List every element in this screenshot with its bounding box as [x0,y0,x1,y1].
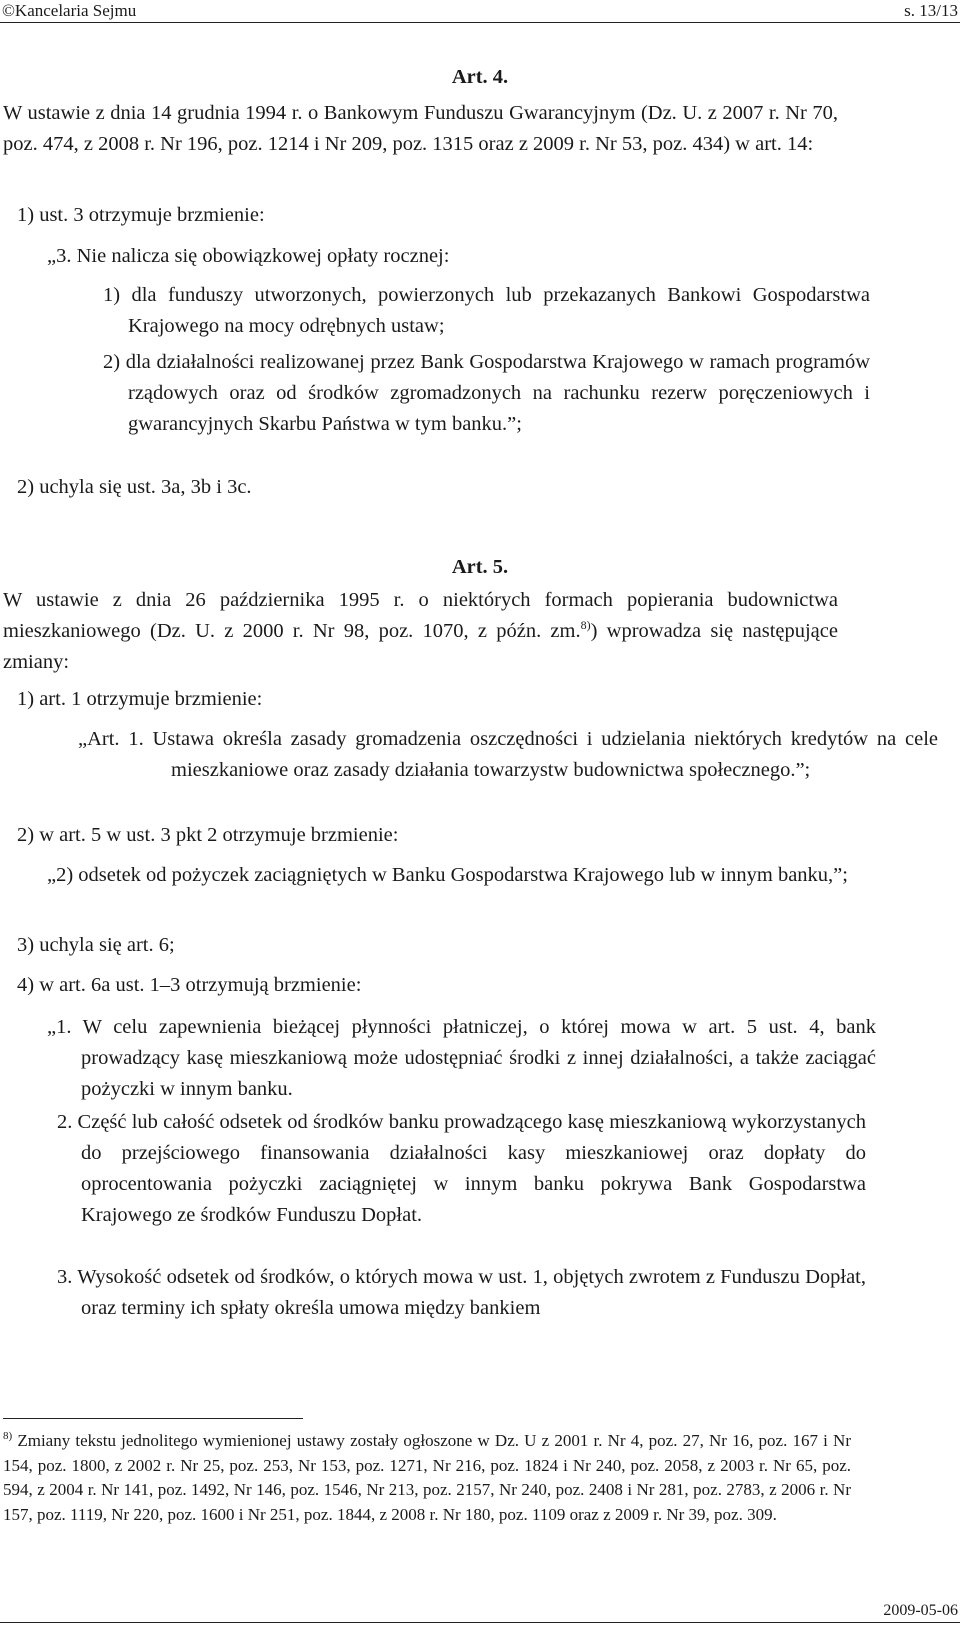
article-5-quote-pkt-2: „2) odsetek od pożyczek zaciągniętych w Banku Gospodarstwa Krajowego lub w innym banku,”; [47,864,848,886]
article-4-item-2: 2) uchyla się ust. 3a, 3b i 3c. [17,476,252,498]
footnote-separator [3,1418,303,1419]
article-4-quote-lead: „3. Nie nalicza się obowiązkowej opłaty rocznej: [47,245,450,267]
article-4-quote-point-2: 2) dla działalności realizowanej przez Bank Gospodarstwa Krajowego w ramach programów rządowych oraz od środków zgromadzonych na rachunku rezerw poręczeniowych i gwarancyjnych Skarbu Państwa w tym banku.”; [103,351,870,435]
article-5-quote-ust-3: 3. Wysokość odsetek od środków, o których mowa w ust. 1, objętych zwrotem z Funduszu Dopłat, oraz terminy ich spłaty określa umowa między bankiem [57,1266,866,1319]
article-5-heading: Art. 5. [451,556,509,578]
header-divider [0,22,960,23]
article-5-quote-ust-2: 2. Część lub całość odsetek od środków banku prowadzącego kasę mieszkaniową wykorzystanych do przejściowego finansowania działalności kasy mieszkaniowej oraz dopłaty do oprocentowania pożyczki zaciągniętej w innym banku pokrywa Bank Gospodarstwa Krajowego ze środków Funduszu Dopłat. [57,1111,866,1226]
article-4-heading: Art. 4. [451,66,509,88]
footnote-mark: 8) [3,1430,13,1442]
article-4-item-1: 1) ust. 3 otrzymuje brzmienie: [17,204,265,226]
source-label: ©Kancelaria Sejmu [2,1,137,20]
article-4-quote-point-1: 1) dla funduszy utworzonych, powierzonych lub przekazanych Bankowi Gospodarstwa Krajowego na mocy odrębnych ustaw; [103,284,870,337]
article-5-item-4: 4) w art. 6a ust. 1–3 otrzymują brzmienie: [17,974,362,996]
page-number: s. 13/13 [904,1,958,20]
article-5-item-1: 1) art. 1 otrzymuje brzmienie: [17,688,263,710]
document-date: 2009-05-06 [883,1602,958,1619]
footnote-reference: 8) [580,618,591,632]
footnote [3,1429,851,1527]
article-5-quote-ust-1: „1. W celu zapewnienia bieżącej płynności płatniczej, o której mowa w art. 5 ust. 4, bank prowadzący kasę mieszkaniową może udostępniać środki z innej działalności, a także zaciągać pożyczki w innym banku. [47,1016,876,1100]
page-header [0,0,960,22]
article-5-item-3: 3) uchyla się art. 6; [17,934,175,956]
article-5-quote-art-1: „Art. 1. Ustawa określa zasady gromadzenia oszczędności i udzielania niektórych kredytów na cele mieszkaniowe oraz zasady działania towarzystw budownictwa społecznego.”; [78,728,938,781]
article-4-intro: W ustawie z dnia 14 grudnia 1994 r. o Bankowym Funduszu Gwarancyjnym (Dz. U. z 2007 r. Nr 70, poz. 474, z 2008 r. Nr 196, poz. 1214 i Nr 209, poz. 1315 oraz z 2009 r. Nr 53, poz. 434) w art. 14: [3,102,838,155]
article-5-item-2: 2) w art. 5 w ust. 3 pkt 2 otrzymuje brzmienie: [17,824,399,846]
article-5-intro [3,585,838,678]
article-5-intro-text: W ustawie z dnia 26 października 1995 r. o niektórych formach popierania budownictwa mieszkaniowego (Dz. U. z 2000 r. Nr 98, poz. 1070, z późn. zm. [3,589,838,642]
footnote-text: Zmiany tekstu jednolitego wymienionej ustawy zostały ogłoszone w Dz. U z 2001 r. Nr 4, poz. 27, Nr 16, poz. 167 i Nr 154, poz. 1800, z 2002 r. Nr 25, poz. 253, Nr 153, poz. 1271, Nr 216, poz. 1824 i Nr 240, poz. 2058, z 2003 r. Nr 65, poz. 594, z 2004 r. Nr 141, poz. 1492, Nr 146, poz. 1546, Nr 213, poz. 2157, Nr 240, poz. 2408 i Nr 281, poz. 2783, z 2006 r. Nr 157, poz. 1119, Nr 220, poz. 1600 i Nr 251, poz. 1844, z 2008 r. Nr 180, poz. 1109 oraz z 2009 r. Nr 39, poz. 309. [3,1431,851,1524]
article-5-intro-text-end: ) wprowadza się następujące zmiany: [3,620,838,673]
footer-divider [0,1622,960,1623]
